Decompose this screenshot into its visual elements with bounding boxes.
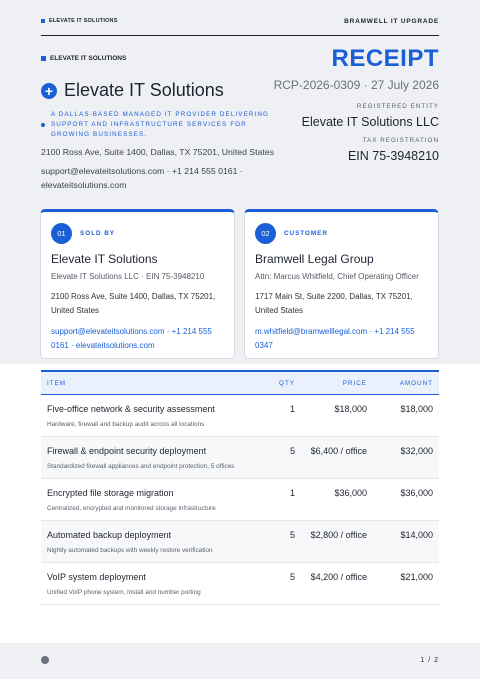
item-price: $36,000 [334,488,367,498]
items-table [41,370,439,605]
item-description: Centralized, encrypted and monitored storage infrastructure [47,505,216,512]
sold-by-card [40,209,235,359]
item-price: $6,400 / office [310,446,367,456]
item-amount: $18,000 [400,404,433,414]
item-description: Nightly automated backups with weekly restore verification [47,547,213,554]
item-cell [47,570,257,598]
footer-dot-icon [41,656,49,664]
item-title: Five-office network & security assessment [47,404,215,414]
document-label: BRAMWELL IT UPGRADE [344,18,439,25]
table-row [41,437,439,479]
sold-by-name: Elevate IT Solutions [51,252,158,266]
sold-by-entity: Elevate IT Solutions LLC · EIN 75-3948210 [51,272,205,281]
sold-by-contact[interactable]: support@elevateitsolutions.com · +1 214 555 0161 · elevateitsolutions.com [51,327,212,350]
tagline-dot-icon [41,123,45,127]
issuer-tag-label: ELEVATE IT SOLUTIONS [50,55,127,62]
customer-badge: 02 [255,223,276,244]
customer-name: Bramwell Legal Group [255,252,374,266]
tagline-text: A DALLAS-BASED MANAGED IT PROVIDER DELIVERING SUPPORT AND INFRASTRUCTURE SERVICES FOR GROWING BUSINESSES. [51,111,270,138]
item-title: Firewall & endpoint security deployment [47,446,207,456]
table-row [41,521,439,563]
item-amount: $36,000 [400,488,433,498]
header-amount: AMOUNT [399,379,433,387]
item-qty: 5 [289,530,295,540]
customer-card [244,209,439,359]
plus-icon: + [41,83,57,99]
receipt-title: RECEIPT [331,45,439,72]
issuer-tagline [41,110,271,140]
sold-by-head [51,223,224,244]
item-title: Encrypted file storage migration [47,488,174,498]
item-description: Standardized firewall appliances and endpoint protection, 5 offices [47,463,235,470]
item-cell [47,402,257,430]
item-amount: $14,000 [400,530,433,540]
item-qty: 1 [289,488,295,498]
receipt-number-date: RCP-2026-0309 · 27 July 2026 [273,78,439,92]
sold-by-badge: 01 [51,223,72,244]
top-brand [41,12,118,24]
item-title: Automated backup deployment [47,530,172,540]
item-title: VoIP system deployment [47,572,146,582]
table-row [41,395,439,437]
item-qty: 1 [289,404,295,414]
top-strip [41,12,439,36]
customer-contact[interactable]: m.whitfield@bramwelllegal.com · +1 214 555 0347 [255,327,415,350]
item-amount: $21,000 [400,572,433,582]
sold-by-label: SOLD BY [80,230,115,237]
brand-square-icon [41,19,45,23]
issuer-address: 2100 Ross Ave, Suite 1400, Dallas, TX 75201, United States [41,147,274,157]
item-price: $18,000 [334,404,367,414]
tax-registration-value: EIN 75-3948210 [347,149,439,163]
tax-registration-label: TAX REGISTRATION [362,137,439,144]
registered-entity-value: Elevate IT Solutions LLC [301,115,439,129]
item-cell [47,486,257,514]
item-amount: $32,000 [400,446,433,456]
item-description: Hardware, firewall and backup audit across all locations [47,421,205,428]
customer-label: CUSTOMER [284,230,328,237]
registered-entity-label: REGISTERED ENTITY [356,103,439,110]
table-row [41,563,439,605]
item-price: $4,200 / office [310,572,367,582]
customer-address: 1717 Main St, Suite 2200, Dallas, TX 75201, United States [255,292,413,315]
item-description: Unified VoIP phone system, install and number porting [47,589,201,596]
items-table-header [41,370,439,395]
header-price: PRICE [342,379,367,387]
header-qty: QTY [279,379,295,387]
issuer-tag [41,55,126,62]
issuer-name-row [41,80,224,101]
table-row [41,479,439,521]
page-number: 1 / 2 [420,656,439,664]
header-item: ITEM [47,379,67,387]
page-footer [41,656,439,664]
item-cell [47,444,257,472]
issuer-name: Elevate IT Solutions [64,80,224,100]
item-qty: 5 [289,572,295,582]
item-cell [47,528,257,556]
customer-attention: Attn: Marcus Whitfield, Chief Operating Officer [255,272,419,281]
issuer-contact: support@elevateitsolutions.com · +1 214 555 0161 · elevateitsolutions.com [41,166,243,190]
sold-by-address: 2100 Ross Ave, Suite 1400, Dallas, TX 75201, United States [51,292,216,315]
issuer-square-icon [41,56,46,61]
item-price: $2,800 / office [310,530,367,540]
customer-head [255,223,428,244]
receipt-meta [269,45,439,163]
top-brand-label: ELEVATE IT SOLUTIONS [49,18,118,24]
item-qty: 5 [289,446,295,456]
